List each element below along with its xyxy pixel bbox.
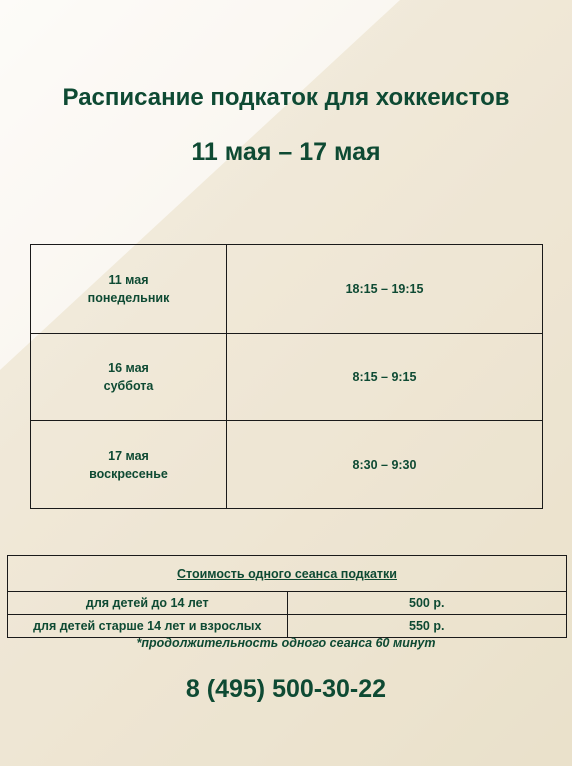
schedule-day-cell	[31, 334, 227, 421]
price-table	[7, 555, 567, 638]
schedule-time: 8:15 – 9:15	[227, 334, 543, 421]
price-label: для детей до 14 лет	[8, 592, 288, 615]
schedule-table	[30, 244, 543, 509]
schedule-row	[31, 334, 543, 421]
schedule-row	[31, 245, 543, 334]
price-value: 550 р.	[287, 615, 567, 638]
schedule-day-cell	[31, 421, 227, 509]
schedule-time: 8:30 – 9:30	[227, 421, 543, 509]
price-header-row	[8, 556, 567, 592]
price-header: Стоимость одного сеанса подкатки	[8, 556, 567, 592]
schedule-weekday: суббота	[103, 379, 154, 393]
schedule-weekday: воскресенье	[89, 466, 168, 481]
page-title: Расписание подкаток для хоккеистов	[62, 84, 510, 111]
schedule-date: 11 мая	[108, 273, 149, 287]
schedule-weekday: понедельник	[87, 291, 170, 305]
duration-note: *продолжительность одного сеанса 60 минут	[136, 636, 436, 650]
price-row	[8, 592, 567, 615]
date-range: 11 мая – 17 мая	[191, 138, 381, 166]
schedule-date: 16 мая	[108, 361, 149, 375]
schedule-row	[31, 421, 543, 509]
price-label: для детей старше 14 лет и взрослых	[8, 615, 288, 638]
price-row	[8, 615, 567, 638]
schedule-time: 18:15 – 19:15	[227, 245, 543, 334]
contact-phone: 8 (495) 500-30-22	[185, 675, 387, 703]
price-value: 500 р.	[287, 592, 567, 615]
schedule-day-cell	[31, 245, 227, 334]
schedule-date: 17 мая	[108, 448, 149, 463]
